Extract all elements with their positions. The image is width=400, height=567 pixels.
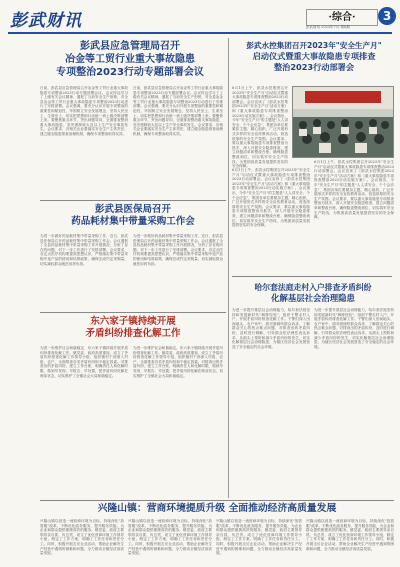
article-1-headline-line-3: 专项整治2023行动专题部署会议 bbox=[56, 67, 204, 78]
article-6-body-col-1: 兴隆山镇以营造一流营商环境为目标，持续深化"放管服"改革，不断优化政务服务，提升服务效能，为企业和群众提供便捷高效的服务。镇党委、政府主要领导亲自抓、负总责，成立了优化营商环境工作领导小组，制定了工作方案，明确了工作任务和责任分工。同时，积极开展走访企业活动，帮助企业解决生产经营中遇到的困难和问题，全力推动全镇经济高质量发展。 bbox=[40, 519, 124, 556]
article-5-headline-line-2: 化解基层社会治理隐患 bbox=[271, 293, 355, 303]
article-5-headline bbox=[232, 282, 394, 304]
issue-info: 彭武财讯 2023年7月 第X期 bbox=[306, 25, 350, 29]
article-1-body-col-2: 日前，彭武县应急管理局召开冶金等工贸行业重大事故隐患专项整治2023行动专题部署会议。会议传达学习了上级有关会议精神，通报了当前安全生产形势，对全县冶金等工贸行业重大事故隐患专项整治2023行动进行了安排部署。会议强调，要充分认识开展专项整治的重要性和紧迫性，牢固树立安全发展理念，坚持人民至上、生命至上，切实把思想和行动统一到上级决策部署上来。要聚焦重点环节，突出问题导向，全面排查整治重大事故隐患，坚决遏制较大及以上生产安全事故发生。会议要求，各相关企业要落实安全生产主体责任，建立健全隐患排查治理机制，确保专项整治取得实效。 bbox=[133, 86, 223, 136]
article-3-headline bbox=[40, 204, 226, 228]
article-5-body-col-2: 为进一步提升基层社会治理能力，哈尔套法庭坚持和发展新时代"枫桥经验"，组织干警走村入户，开展矛盾纠纷排查化解工作。干警们深入田间地头、农户家中，面对面倾听群众诉求，了解群众关心的热点难点问题，对排查出的矛盾纠纷，及时进行调解，引导群众依法理性表达诉求，从源头上预防和减少矛盾纠纷的发生，切实化解基层社会治理隐患，为辖区经济社会发展营造了安全稳定的社会环境。 bbox=[314, 308, 394, 349]
article-2-headline-line-3: 整治2023行动部署会 bbox=[273, 62, 355, 72]
article-2-photo-meeting bbox=[292, 86, 394, 158]
divider-3 bbox=[232, 276, 392, 277]
article-4-headline-line-1: 东六家子镇持续开展 bbox=[90, 316, 176, 327]
article-4-headline bbox=[40, 316, 226, 340]
article-6-headline-line-1: 兴隆山镇：营商环境提质升级 全面推动经济高质量发展 bbox=[97, 503, 337, 514]
article-3-body-col-1: 为进一步做好药品耗材集中带量采购工作，近日，彭武县医保局召开药品耗材集中带量采购工作会。会议通报了全县药品耗材集中带量采购工作开展情况，分析了存在的问题，对下一步工作进行了安排部署。会议要求，各定点医疗机构要提高思想认识，严格落实集中带量采购中选产品的使用和结算政策，确保完成约定采购量，切实减轻群众就医用药负担。 bbox=[40, 234, 128, 266]
article-2-headline bbox=[232, 40, 396, 73]
article-1-headline bbox=[40, 40, 220, 79]
page-number: 3 bbox=[378, 7, 396, 25]
article-1-body-col-1: 日前，彭武县应急管理局召开冶金等工贸行业重大事故隐患专项整治2023行动专题部署会议。会议传达学习了上级有关会议精神，通报了当前安全生产形势，对全县冶金等工贸行业重大事故隐患专项整治2023行动进行了安排部署。会议强调，要充分认识开展专项整治的重要性和紧迫性，牢固树立安全发展理念，坚持人民至上、生命至上，切实把思想和行动统一到上级决策部署上来。要聚焦重点环节，突出问题导向，全面排查整治重大事故隐患，坚决遏制较大及以上生产安全事故发生。会议要求，各相关企业要落实安全生产主体责任，建立健全隐患排查治理机制，确保专项整治取得实效。 bbox=[40, 86, 128, 136]
article-2-headline-line-2: 启动仪式暨重大事故隐患专项排查 bbox=[252, 51, 376, 61]
divider-4 bbox=[40, 500, 394, 501]
article-3-body-col-2: 为进一步做好药品耗材集中带量采购工作，近日，彭武县医保局召开药品耗材集中带量采购工作会。会议通报了全县药品耗材集中带量采购工作开展情况，分析了存在的问题，对下一步工作进行了安排部署。会议要求，各定点医疗机构要提高思想认识，严格落实集中带量采购中选产品的使用和结算政策，确保完成约定采购量，切实减轻群众就医用药负担。 bbox=[133, 234, 223, 266]
article-6-headline bbox=[40, 503, 394, 515]
section-label: ·综合· bbox=[306, 9, 378, 26]
article-6-body-col-3: 兴隆山镇以营造一流营商环境为目标，持续深化"放管服"改革，不断优化政务服务，提升服务效能，为企业和群众提供便捷高效的服务。镇党委、政府主要领导亲自抓、负总责，成立了优化营商环境工作领导小组，制定了工作方案，明确了工作任务和责任分工。同时，积极开展走访企业活动，帮助企业解决生产经营中遇到的困难和问题，全力推动全镇经济高质量发展。 bbox=[216, 519, 302, 556]
article-1-headline-line-1: 彭武县应急管理局召开 bbox=[80, 41, 180, 52]
article-5-body-col-1: 为进一步提升基层社会治理能力，哈尔套法庭坚持和发展新时代"枫桥经验"，组织干警走村入户，开展矛盾纠纷排查化解工作。干警们深入田间地头、农户家中，面对面倾听群众诉求，了解群众关心的热点难点问题，对排查出的矛盾纠纷，及时进行调解，引导群众依法理性表达诉求，从源头上预防和减少矛盾纠纷的发生，切实化解基层社会治理隐患，为辖区经济社会发展营造了安全稳定的社会环境。 bbox=[232, 308, 310, 349]
masthead bbox=[8, 4, 392, 32]
newspaper-logo: 彭武财讯 bbox=[10, 11, 82, 31]
article-1-headline-line-2: 冶金等工贸行业重大事故隐患 bbox=[65, 54, 195, 65]
article-2-headline-line-1: 彭武水控集团召开2023年"安全生产月" bbox=[246, 41, 382, 50]
article-3-headline-line-1: 彭武县医保局召开 bbox=[94, 204, 171, 215]
meeting-photo-image bbox=[293, 87, 393, 157]
article-4-body-col-1: 为进一步维护社会和谐稳定，东六家子镇持续开展矛盾纠纷排查化解工作。镇党委、政府高度重视，成立了矛盾纠纷排查化解工作领导小组，组织镇村干部深入村组、农户，全面排查各类矛盾纠纷和不稳定因素。对排查出的矛盾纠纷，建立工作台账，明确责任人和化解时限，做到早发现、早报告、早处置，把矛盾纠纷化解在萌芽状态，切实维护了全镇社会大局和谐稳定。 bbox=[40, 346, 128, 378]
article-6-body-col-4: 兴隆山镇以营造一流营商环境为目标，持续深化"放管服"改革，不断优化政务服务，提升服务效能，为企业和群众提供便捷高效的服务。镇党委、政府主要领导亲自抓、负总责，成立了优化营商环境工作领导小组，制定了工作方案，明确了工作任务和责任分工。同时，积极开展走访企业活动，帮助企业解决生产经营中遇到的困难和问题，全力推动全镇经济高质量发展。 bbox=[306, 519, 394, 551]
divider-1 bbox=[40, 200, 226, 201]
article-4-headline-line-2: 矛盾纠纷排查化解工作 bbox=[85, 328, 181, 339]
article-2-body-col-2: 6月1日上午，彭武水控集团召开2023年"安全生产月"启动仪式暨重大事故隐患专项排查整治2023行动部署会。会议宣读了《彭武水控集团2023年"安全生产月"活动方案》和《重大事故隐患专项排查整治2023行动实施方案》。会议指出，今年"安全生产月"的主题是"人人讲安全、个个会应急"，集团各单位要紧扣主题，精心组织，广泛开展形式多样的安全宣传教育活动，营造浓厚的安全生产氛围。会议要求，要以重大事故隐患专项排查整治为抓手，深入开展安全隐患排查，建立问题清单和整改台账，确保隐患整改到位，切实筑牢安全生产防线，为集团高质量发展提供坚实的安全保障。 bbox=[232, 168, 310, 228]
article-2-body-col-1: 6月1日上午，彭武水控集团召开2023年"安全生产月"启动仪式暨重大事故隐患专项排查整治2023行动部署会。会议宣读了《彭武水控集团2023年"安全生产月"活动方案》和《重大事故隐患专项排查整治2023行动实施方案》。会议指出，今年"安全生产月"的主题是"人人讲安全、个个会应急"，集团各单位要紧扣主题，精心组织，广泛开展形式多样的安全宣传教育活动，营造浓厚的安全生产氛围。会议要求，要以重大事故隐患专项排查整治为抓手，深入开展安全隐患排查，建立问题清单和整改台账，确保隐患整改到位，切实筑牢安全生产防线，为集团高质量发展提供坚实的安全保障。 bbox=[232, 86, 288, 169]
article-4-body-col-2: 为进一步维护社会和谐稳定，东六家子镇持续开展矛盾纠纷排查化解工作。镇党委、政府高度重视，成立了矛盾纠纷排查化解工作领导小组，组织镇村干部深入村组、农户，全面排查各类矛盾纠纷和不稳定因素。对排查出的矛盾纠纷，建立工作台账，明确责任人和化解时限，做到早发现、早报告、早处置，把矛盾纠纷化解在萌芽状态，切实维护了全镇社会大局和谐稳定。 bbox=[133, 346, 223, 378]
divider-2 bbox=[40, 312, 226, 313]
article-5-headline-line-1: 哈尔套法庭走村入户排查矛盾纠纷 bbox=[254, 283, 372, 292]
article-6-body-col-2: 兴隆山镇以营造一流营商环境为目标，持续深化"放管服"改革，不断优化政务服务，提升服务效能，为企业和群众提供便捷高效的服务。镇党委、政府主要领导亲自抓、负总责，成立了优化营商环境工作领导小组，制定了工作方案，明确了工作任务和责任分工。同时，积极开展走访企业活动，帮助企业解决生产经营中遇到的困难和问题，全力推动全镇经济高质量发展。 bbox=[128, 519, 212, 556]
masthead-rule bbox=[8, 32, 392, 34]
article-2-body-col-3: 6月1日上午，彭武水控集团召开2023年"安全生产月"启动仪式暨重大事故隐患专项排查整治2023行动部署会。会议宣读了《彭武水控集团2023年"安全生产月"活动方案》和《重大事故隐患专项排查整治2023行动实施方案》。会议指出，今年"安全生产月"的主题是"人人讲安全、个个会应急"，集团各单位要紧扣主题，精心组织，广泛开展形式多样的安全宣传教育活动，营造浓厚的安全生产氛围。会议要求，要以重大事故隐患专项排查整治为抓手，深入开展安全隐患排查，建立问题清单和整改台账，确保隐患整改到位，切实筑牢安全生产防线，为集团高质量发展提供坚实的安全保障。 bbox=[314, 160, 394, 220]
article-3-headline-line-2: 药品耗材集中带量采购工作会 bbox=[71, 216, 195, 227]
column-divider bbox=[228, 38, 229, 498]
